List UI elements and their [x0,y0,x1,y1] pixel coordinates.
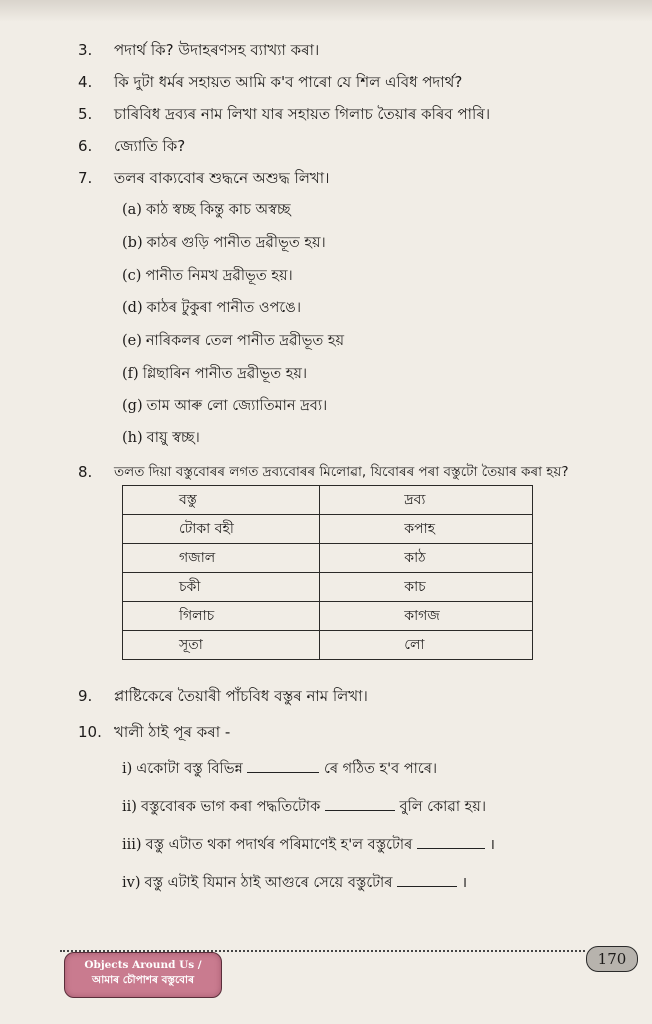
column-header-material: দ্ৰব্য [320,486,533,515]
item-text: বায়ু স্বচ্ছ। [146,430,200,446]
item-label: (b) [122,235,143,251]
table-cell: কপাহ [320,515,533,544]
question-number: 7. [78,169,93,187]
item-label: (g) [122,398,143,414]
item-text: নাৰিকলৰ তেল পানীত দ্ৰৱীভূত হয় [145,333,345,349]
q7-item-a [122,200,291,220]
item-label: ii) [122,799,137,815]
question-text: চাৰিবিধ দ্ৰব্যৰ নাম লিখা যাৰ সহায়ত গিলাচ তৈয়াৰ কৰিব পাৰি। [114,105,491,123]
question-number: 4. [78,73,93,91]
blank-item-iii [122,834,495,855]
table-cell: লো [320,631,533,660]
item-label: (a) [122,202,142,218]
table-row [123,515,533,544]
table-cell: কাচ [320,573,533,602]
answer-blank[interactable] [325,796,395,811]
item-label: iv) [122,875,141,891]
table-cell: চকী [123,573,320,602]
question-text: প্লাষ্টিকেৰে তৈয়াৰী পাঁচবিধ বস্তুৰ নাম লিখা। [114,687,368,705]
chapter-title-assamese: আমাৰ চৌপাশৰ বস্তুবোৰ [92,974,194,986]
item-text-after: বুলি কোৱা হয়। [399,799,487,815]
item-text-after: । [489,837,495,853]
table-header-row [123,486,533,515]
q7-item-c [122,266,293,286]
column-header-object: বস্তু [123,486,320,515]
chapter-title-english: Objects Around Us / [84,959,202,971]
q7-item-f [122,364,307,384]
item-text-after: । [461,875,468,891]
table-cell: কাগজ [320,602,533,631]
question-number: 3. [78,41,93,59]
q7-item-h [122,428,200,448]
question-text: জ্যোতি কি? [114,137,186,155]
page-edge-shadow [0,0,652,22]
question-number: 6. [78,137,93,155]
question-text: পদাৰ্থ কি? উদাহৰণসহ ব্যাখ্যা কৰা। [114,41,320,59]
item-label: (c) [122,268,142,284]
item-text-before: বস্তু এটাত থকা পদাৰ্থৰ পৰিমাণেই হ'ল বস্তুটোৰ [145,837,413,853]
item-text-before: বস্তু এটাই যিমান ঠাই আগুৰে সেয়ে বস্তুটোৰ [144,875,393,891]
page-number: 170 [586,946,638,972]
item-label: (d) [122,300,143,316]
table-row [123,631,533,660]
question-number: 9. [78,687,93,705]
table-cell: টোকা বহী [123,515,320,544]
table-row [123,544,533,573]
table-row [123,602,533,631]
answer-blank[interactable] [397,872,457,887]
item-text: কাঠ স্বচ্ছ কিন্তু কাচ অস্বচ্ছ [145,202,291,218]
blank-item-iv [122,872,467,893]
item-label: (h) [122,430,143,446]
q7-item-g [122,396,327,416]
question-text: তলত দিয়া বস্তুবোৰৰ লগত দ্ৰব্যবোৰৰ মিলোৱা, যিবোৰৰ পৰা বস্তুটো তৈয়াৰ কৰা হয়? [114,464,569,480]
question-number: 8. [78,463,93,481]
question-text: খালী ঠাই পূৰ কৰা - [114,723,231,741]
table-row [123,573,533,602]
blank-item-i [122,758,437,779]
item-text: পানীত নিমখ দ্ৰৱীভূত হয়। [145,268,293,284]
q7-item-d [122,298,301,318]
item-text: কাঠৰ গুড়ি পানীত দ্ৰৱীভূত হয়। [146,235,326,251]
item-text-after: ৰে গঠিত হ'ব পাৰে। [324,761,438,777]
item-label: (e) [122,333,142,349]
q7-item-b [122,233,326,253]
item-text-before: একোটা বস্তু বিভিন্ন [136,761,243,777]
answer-blank[interactable] [247,758,319,773]
table-cell: কাঠ [320,544,533,573]
chapter-badge [64,952,222,998]
table-cell: সূতা [123,631,320,660]
table-cell: গিলাচ [123,602,320,631]
question-number: 5. [78,105,93,123]
item-label: iii) [122,837,142,853]
item-label: (f) [122,366,139,382]
item-text: গ্লিছাৰিন পানীত দ্ৰৱীভূত হয়। [142,366,308,382]
blank-item-ii [122,796,486,817]
item-text: তাম আৰু লো জ্যোতিমান দ্ৰব্য। [146,398,328,414]
item-text-before: বস্তুবোৰক ভাগ কৰা পদ্ধতিটোক [140,799,321,815]
item-label: i) [122,761,133,777]
item-text: কাঠৰ টুকুৰা পানীত ওপঙে। [146,300,302,316]
question-text: তলৰ বাক্যবোৰ শুদ্ধনে অশুদ্ধ লিখা। [114,169,330,187]
table-cell: গজাল [123,544,320,573]
question-text: কি দুটা ধৰ্মৰ সহায়ত আমি ক'ব পাৰো যে শিল এবিধ পদাৰ্থ? [114,73,463,91]
answer-blank[interactable] [417,834,485,849]
matching-table [122,485,533,660]
question-number: 10. [78,723,102,741]
q7-item-e [122,331,344,351]
